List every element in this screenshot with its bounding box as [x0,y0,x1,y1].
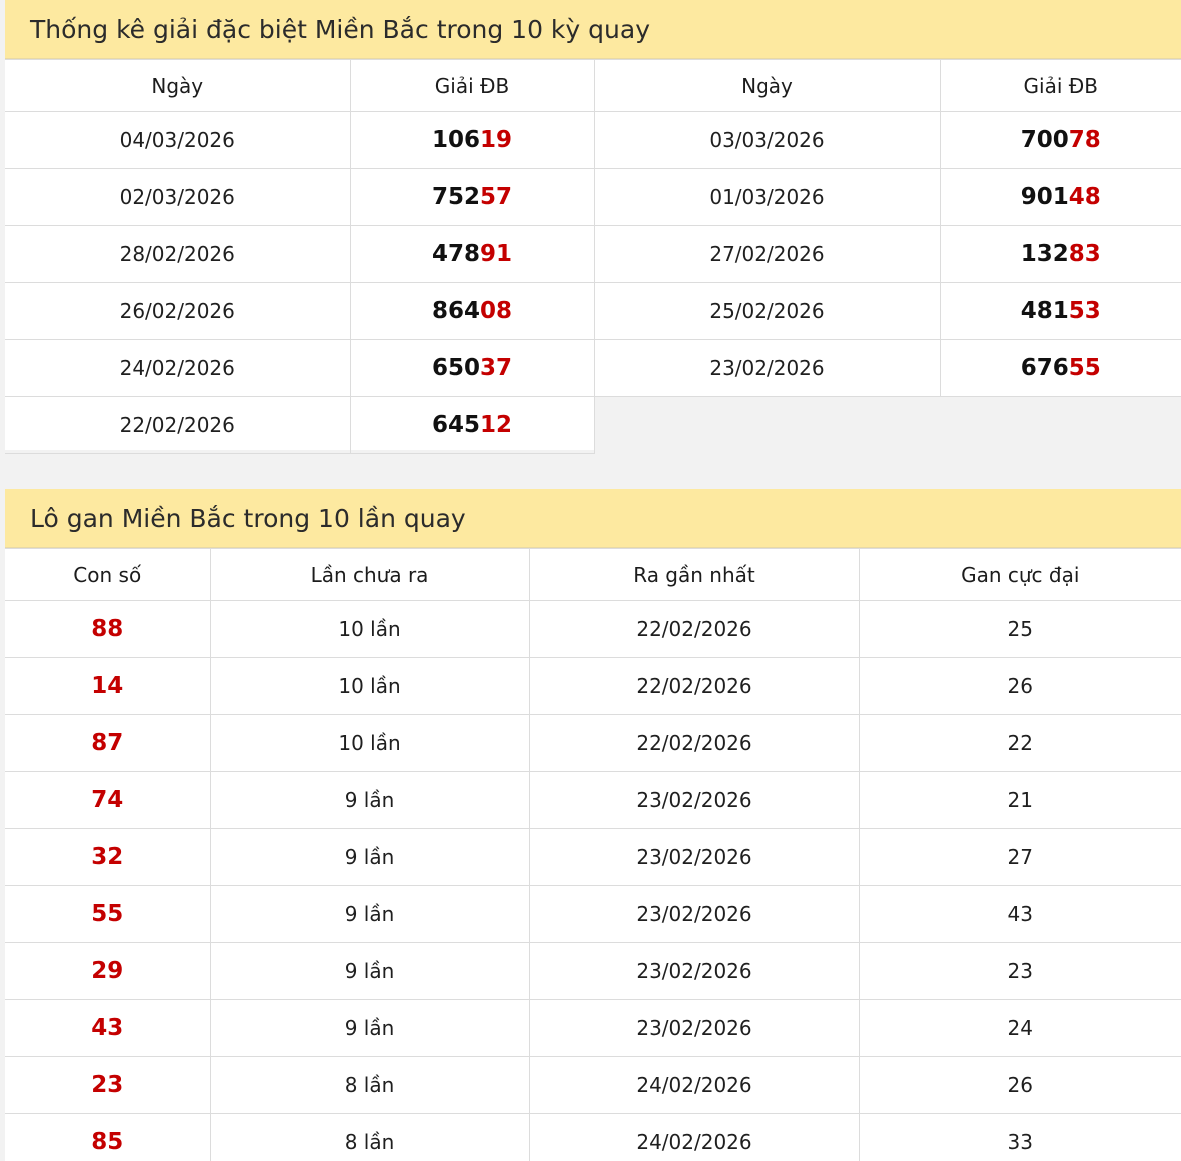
column-header-prize: Giải ĐB [940,60,1181,112]
special-prize-number [350,112,594,169]
prize-head: 901 [1020,184,1069,210]
table-row [5,715,1181,772]
lo-number: 23 [5,1057,210,1114]
prize-head: 676 [1020,355,1069,381]
table-header-row [5,549,1181,601]
column-header-last-seen: Ra gần nhất [529,549,859,601]
max-gan: 21 [859,772,1181,829]
table-row [5,169,1181,226]
draw-date: 03/03/2026 [594,112,940,169]
prize-tail: 19 [480,127,513,153]
max-gan: 43 [859,886,1181,943]
lo-number: 85 [5,1114,210,1161]
missed-count: 8 lần [210,1057,529,1114]
prize-head: 478 [431,241,480,267]
lo-number: 88 [5,601,210,658]
prize-head: 481 [1020,298,1069,324]
lo-number: 55 [5,886,210,943]
table-row [5,397,1181,454]
draw-date: 25/02/2026 [594,283,940,340]
draw-date: 26/02/2026 [5,283,350,340]
prize-head: 700 [1020,127,1069,153]
table-row [5,601,1181,658]
lo-gan-table [5,548,1181,1161]
missed-count: 10 lần [210,658,529,715]
last-seen-date: 23/02/2026 [529,943,859,1000]
max-gan: 24 [859,1000,1181,1057]
last-seen-date: 23/02/2026 [529,1000,859,1057]
max-gan: 26 [859,658,1181,715]
special-prize-number [350,397,594,454]
prize-head: 864 [431,298,480,324]
max-gan: 26 [859,1057,1181,1114]
table-row [5,829,1181,886]
prize-tail: 83 [1068,241,1101,267]
table-row [5,226,1181,283]
column-header-date: Ngày [5,60,350,112]
draw-date: 28/02/2026 [5,226,350,283]
last-seen-date: 23/02/2026 [529,772,859,829]
max-gan: 22 [859,715,1181,772]
draw-date: 23/02/2026 [594,340,940,397]
max-gan: 23 [859,943,1181,1000]
draw-date: 04/03/2026 [5,112,350,169]
column-header-number: Con số [5,549,210,601]
table-header-row [5,60,1181,112]
missed-count: 9 lần [210,829,529,886]
special-prize-table [5,59,1181,454]
prize-tail: 57 [480,184,513,210]
draw-date: 22/02/2026 [5,397,350,454]
special-prize-number [940,283,1181,340]
last-seen-date: 23/02/2026 [529,829,859,886]
missed-count: 10 lần [210,715,529,772]
special-prize-title: Thống kê giải đặc biệt Miền Bắc trong 10 kỳ quay [5,0,1181,59]
max-gan: 27 [859,829,1181,886]
missed-count: 8 lần [210,1114,529,1161]
special-prize-number [940,169,1181,226]
prize-head: 650 [431,355,480,381]
special-prize-number [350,169,594,226]
empty-cell [594,397,1181,454]
table-row [5,1114,1181,1161]
table-row [5,112,1181,169]
table-row [5,658,1181,715]
table-row [5,886,1181,943]
prize-tail: 55 [1068,355,1101,381]
prize-head: 752 [431,184,480,210]
special-prize-number [940,340,1181,397]
draw-date: 27/02/2026 [594,226,940,283]
prize-tail: 08 [480,298,513,324]
special-prize-number [940,226,1181,283]
special-prize-number [350,226,594,283]
max-gan: 33 [859,1114,1181,1161]
prize-tail: 37 [480,355,513,381]
prize-head: 132 [1020,241,1069,267]
lo-number: 32 [5,829,210,886]
lo-gan-title: Lô gan Miền Bắc trong 10 lần quay [5,489,1181,548]
last-seen-date: 24/02/2026 [529,1114,859,1161]
table-row [5,283,1181,340]
prize-tail: 53 [1068,298,1101,324]
lo-number: 29 [5,943,210,1000]
last-seen-date: 22/02/2026 [529,715,859,772]
lo-number: 43 [5,1000,210,1057]
prize-tail: 48 [1068,184,1101,210]
missed-count: 10 lần [210,601,529,658]
missed-count: 9 lần [210,886,529,943]
special-prize-number [350,283,594,340]
missed-count: 9 lần [210,943,529,1000]
draw-date: 02/03/2026 [5,169,350,226]
missed-count: 9 lần [210,772,529,829]
column-header-prize: Giải ĐB [350,60,594,112]
last-seen-date: 23/02/2026 [529,886,859,943]
table-row [5,1057,1181,1114]
prize-tail: 78 [1068,127,1101,153]
column-header-date: Ngày [594,60,940,112]
column-header-max-gan: Gan cực đại [859,549,1181,601]
column-header-missed: Lần chưa ra [210,549,529,601]
max-gan: 25 [859,601,1181,658]
missed-count: 9 lần [210,1000,529,1057]
table-row [5,1000,1181,1057]
lo-number: 87 [5,715,210,772]
prize-head: 645 [431,412,480,438]
draw-date: 01/03/2026 [594,169,940,226]
prize-tail: 91 [480,241,513,267]
table-row [5,340,1181,397]
prize-head: 106 [431,127,480,153]
last-seen-date: 22/02/2026 [529,601,859,658]
last-seen-date: 22/02/2026 [529,658,859,715]
special-prize-number [940,112,1181,169]
special-prize-panel [5,0,1181,450]
prize-tail: 12 [480,412,513,438]
table-row [5,772,1181,829]
lo-gan-panel [5,489,1181,1161]
special-prize-number [350,340,594,397]
table-row [5,943,1181,1000]
lo-number: 74 [5,772,210,829]
lo-number: 14 [5,658,210,715]
draw-date: 24/02/2026 [5,340,350,397]
last-seen-date: 24/02/2026 [529,1057,859,1114]
